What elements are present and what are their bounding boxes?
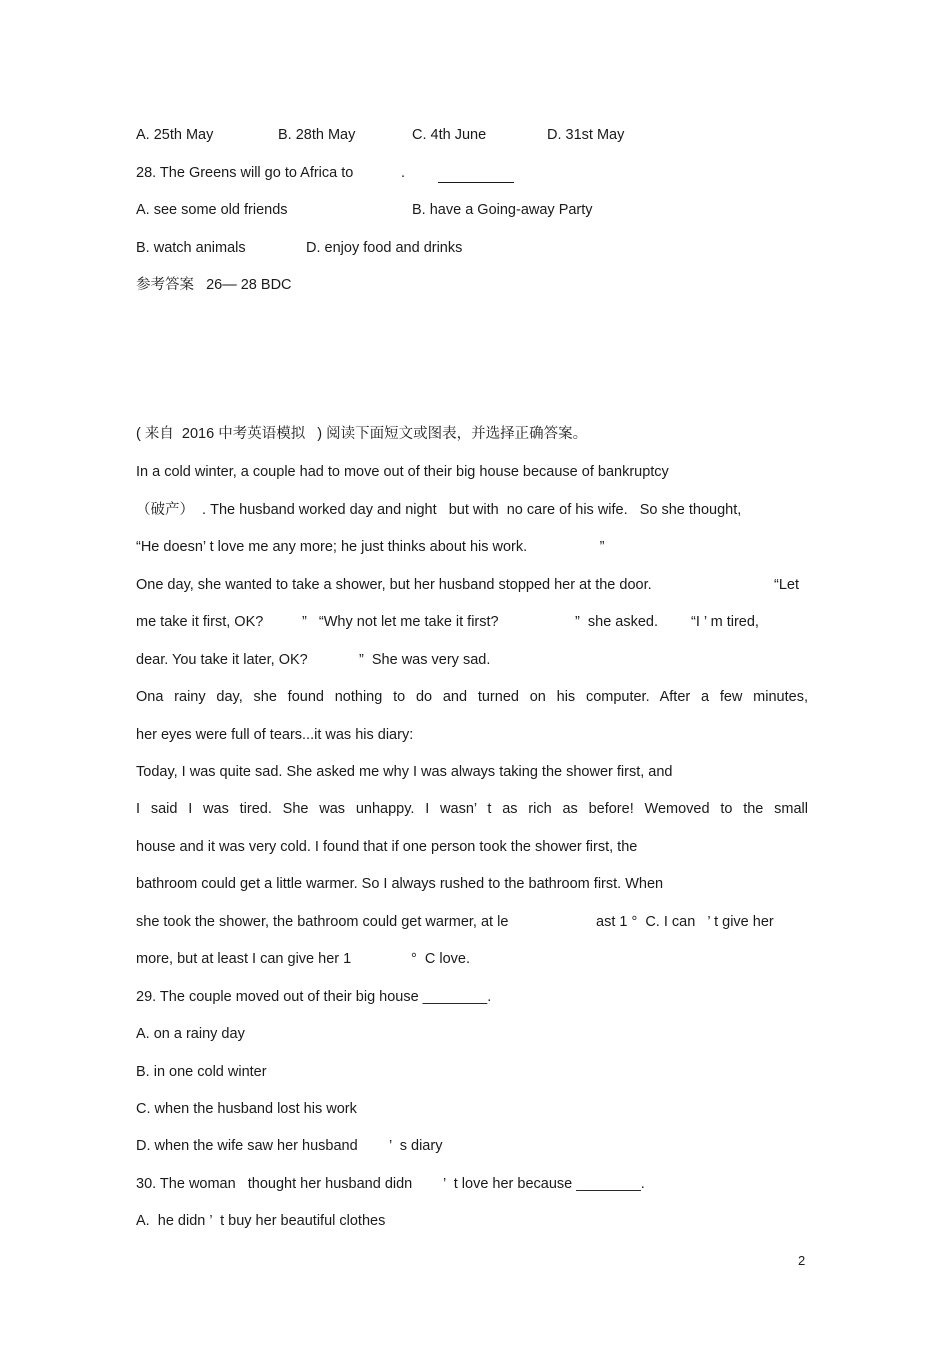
q27-option-d: D. 31st May (547, 127, 625, 143)
passage-line: One day, she wanted to take a shower, but her husband stopped her at the door. (136, 577, 652, 593)
q28-option-c: B. watch animals (136, 240, 246, 256)
passage-line: Today, I was quite sad. She asked me why I was always taking the shower first, and (136, 764, 673, 780)
passage-line: “He doesn’ t love me any more; he just thinks about his work. ” (136, 539, 605, 555)
passage-line: ” she asked. (575, 614, 659, 630)
passage-line: “I ’ m tired, (691, 614, 759, 630)
passage-line: dear. You take it later, OK? (136, 652, 308, 668)
passage-line: ” “Why not let me take it first? (302, 614, 499, 630)
q27-option-c: C. 4th June (412, 127, 487, 143)
passage-line: I said I was tired. She was unhappy. I wasn’ t as rich as before! Wemoved to the small (136, 801, 808, 817)
q28-stem: 28. The Greens will go to Africa to (136, 165, 354, 181)
q28-option-d: D. enjoy food and drinks (306, 240, 463, 256)
answer-key: 参考答案 26— 28 BDC (136, 277, 292, 293)
q29-option-d: D. when the wife saw her husband (136, 1138, 358, 1154)
passage-line: （破产） . The husband worked day and night but with no care of his wife. So she thought, (136, 502, 742, 518)
q29-option-a: A. on a rainy day (136, 1026, 245, 1042)
q27-option-b: B. 28th May (278, 127, 356, 143)
q28-answer-blank (438, 182, 514, 183)
q30-stem: 30. The woman thought her husband didn (136, 1176, 413, 1192)
q29-option-c: C. when the husband lost his work (136, 1101, 357, 1117)
q28-option-a: A. see some old friends (136, 202, 288, 218)
passage-line: me take it first, OK? (136, 614, 264, 630)
passage-line: more, but at least I can give her 1 (136, 951, 352, 967)
q28-option-b: B. have a Going-away Party (412, 202, 593, 218)
passage-line: house and it was very cold. I found that if one person took the shower first, the (136, 839, 638, 855)
passage-line: Ona rainy day, she found nothing to do and turned on his computer. After a few minutes, (136, 689, 808, 705)
passage-line: bathroom could get a little warmer. So I always rushed to the bathroom first. When (136, 876, 664, 892)
q27-option-a: A. 25th May (136, 127, 214, 143)
q29-option-d-tail: ’ s diary (389, 1138, 443, 1154)
passage-line: her eyes were full of tears...it was his diary: (136, 727, 414, 743)
source-line: ( 来自 2016 中考英语模拟 ) 阅读下面短文或图表，并选择正确答案。 (136, 426, 588, 442)
q30-stem-tail: ’ t love her because ________. (443, 1176, 645, 1192)
q29-option-b: B. in one cold winter (136, 1064, 267, 1080)
q30-option-a: A. he didn ’ t buy her beautiful clothes (136, 1213, 386, 1229)
q28-stem-dot: . (401, 165, 406, 181)
passage-line: ” She was very sad. (359, 652, 491, 668)
q29-stem: 29. The couple moved out of their big house ________. (136, 989, 492, 1005)
passage-line: ast 1 ° C. I can ’ t give her (596, 914, 774, 930)
passage-line: ° C love. (411, 951, 470, 967)
passage-line: In a cold winter, a couple had to move out of their big house because of bankruptcy (136, 464, 669, 480)
page-number: 2 (798, 1253, 806, 1268)
passage-line: she took the shower, the bathroom could get warmer, at le (136, 914, 509, 930)
passage-line: “Let (774, 577, 799, 593)
